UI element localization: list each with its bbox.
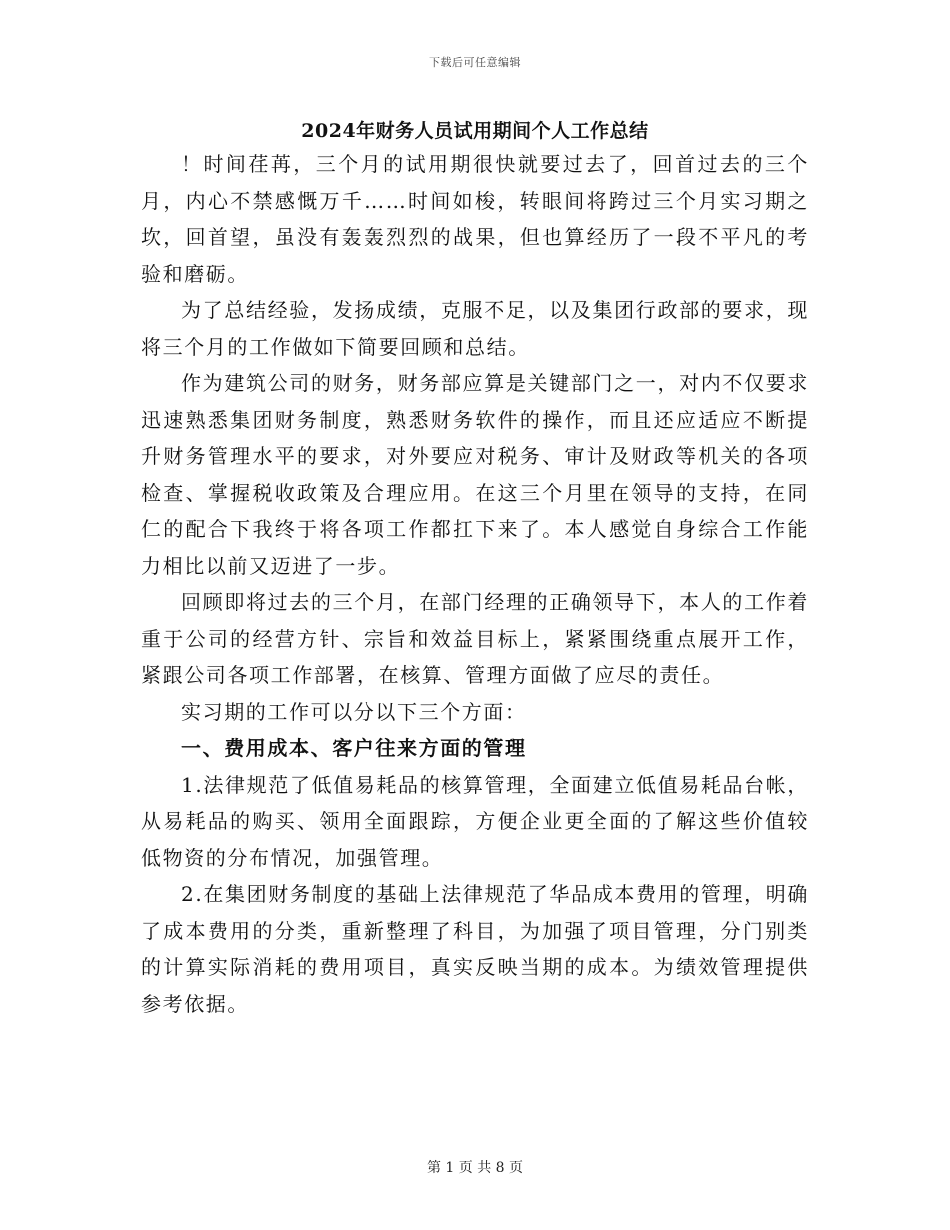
document-body xyxy=(141,146,809,1022)
paragraph-role: 作为建筑公司的财务，财务部应算是关键部门之一，对内不仅要求迅速熟悉集团财务制度，熟悉财务软件的操作，而且还应适应不断提升财务管理水平的要求，对外要应对税务、审计及财政等机关的各项检查、掌握税收政策及合理应用。在这三个月里在领导的支持，在同仁的配合下我终于将各项工作都扛下来了。本人感觉自身综合工作能力相比以前又迈进了一步。 xyxy=(141,371,809,578)
paragraph-aspects: 实习期的工作可以分以下三个方面： xyxy=(181,699,527,724)
paragraph-intro: ！时间荏苒，三个月的试用期很快就要过去了，回首过去的三个月，内心不禁感慨万千……时间如梭，转眼间将跨过三个月实习期之坎，回首望，虽没有轰轰烈烈的战果，但也算经历了一段不平凡的考验和磨砺。 xyxy=(141,152,809,286)
document-title: 2024年财务人员试用期间个人工作总结 xyxy=(301,120,649,142)
page-number-footer: 第 1 页 共 8 页 xyxy=(426,1160,524,1176)
paragraph-purpose: 为了总结经验，发扬成绩，克服不足，以及集团行政部的要求，现将三个月的工作做如下简要回顾和总结。 xyxy=(141,298,809,359)
section-heading: 一、费用成本、客户往来方面的管理 xyxy=(181,736,527,760)
list-item-1: 1.法律规范了低值易耗品的核算管理，全面建立低值易耗品台帐，从易耗品的购买、领用全面跟踪，方便企业更全面的了解这些价值较低物资的分布情况，加强管理。 xyxy=(141,772,809,870)
paragraph-review: 回顾即将过去的三个月，在部门经理的正确领导下，本人的工作着重于公司的经营方针、宗旨和效益目标上，紧紧围绕重点展开工作，紧跟公司各项工作部署，在核算、管理方面做了应尽的责任。 xyxy=(141,590,809,687)
list-item-2: 2.在集团财务制度的基础上法律规范了华品成本费用的管理，明确了成本费用的分类，重新整理了科目，为加强了项目管理，分门别类的计算实际消耗的费用项目，真实反映当期的成本。为绩效管理提供参考依据。 xyxy=(141,882,809,1016)
header-note: 下载后可任意编辑 xyxy=(429,56,521,69)
